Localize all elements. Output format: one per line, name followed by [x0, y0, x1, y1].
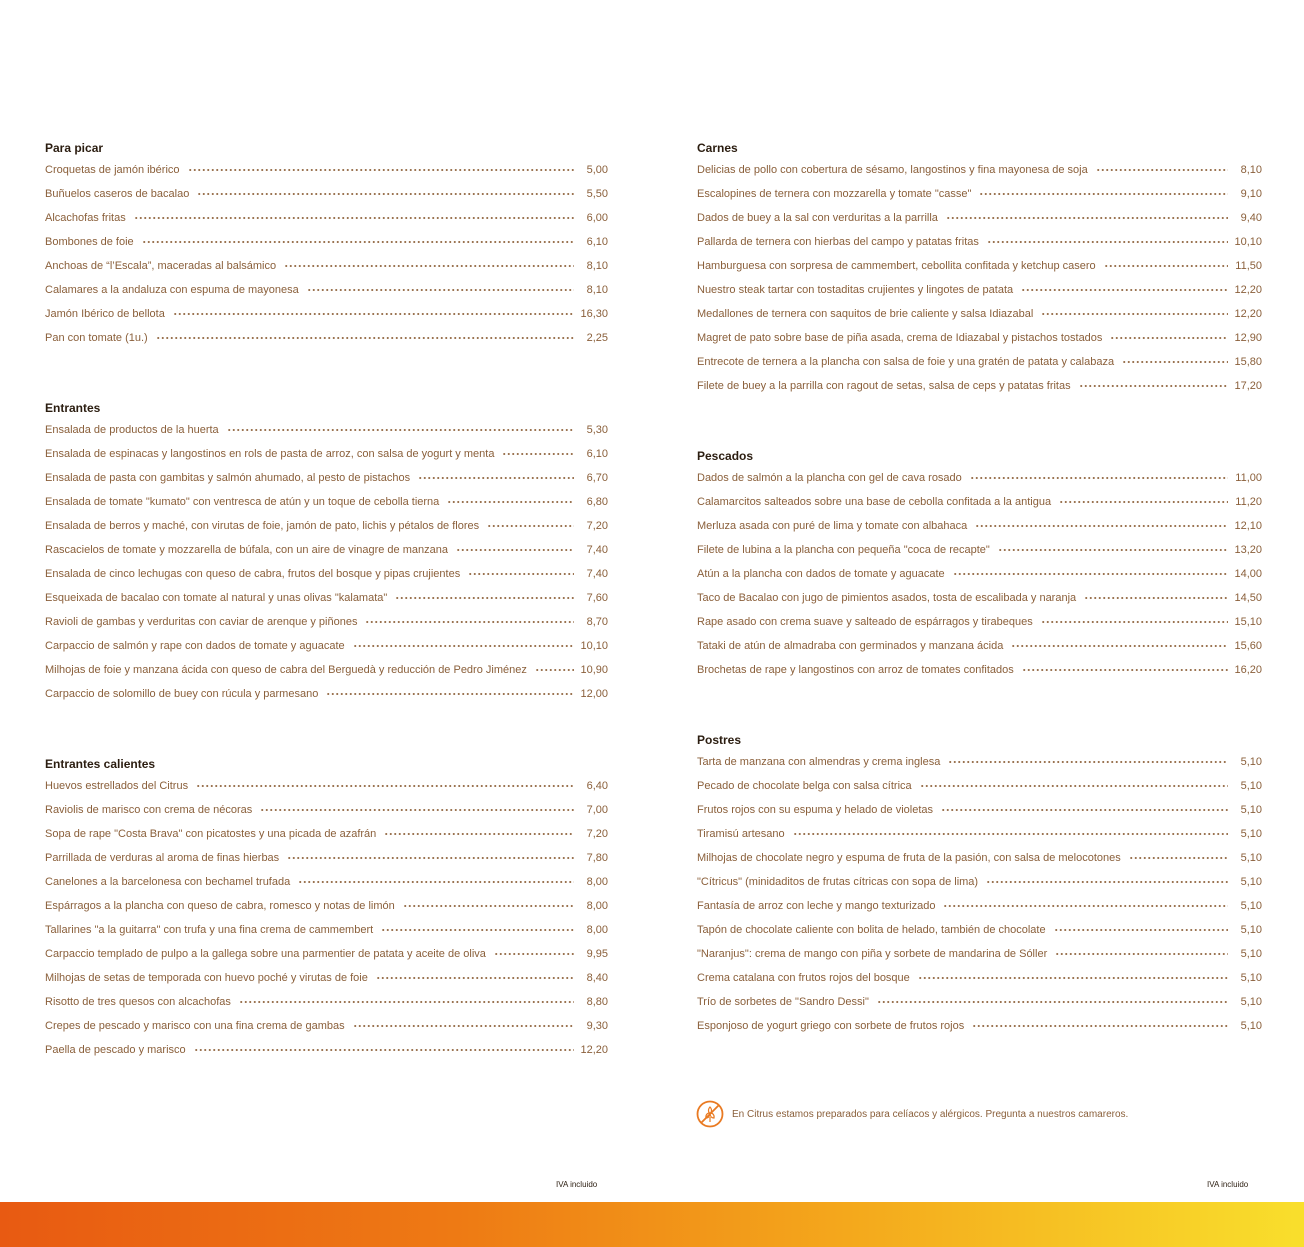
dot-leader — [1041, 309, 1228, 319]
menu-item-name: Ensalada de productos de la huerta — [45, 424, 219, 436]
menu-item — [697, 466, 1262, 490]
dot-leader — [941, 805, 1228, 815]
section-title: Carnes — [697, 141, 738, 155]
menu-item-price: 2,25 — [586, 332, 608, 344]
section-title: Pescados — [697, 449, 754, 463]
menu-item — [45, 206, 608, 230]
menu-item — [45, 1038, 608, 1062]
allergy-note — [696, 1099, 1128, 1129]
menu-item-price: 12,20 — [1234, 308, 1262, 320]
menu-item-price: 14,00 — [1234, 568, 1262, 580]
dot-leader — [535, 665, 574, 675]
menu-item-price: 7,60 — [586, 592, 608, 604]
menu-item-name: Rape asado con crema suave y salteado de espárragos y tirabeques — [697, 616, 1033, 628]
menu-item — [697, 822, 1262, 846]
menu-item-name: Bombones de foie — [45, 236, 134, 248]
menu-item-name: Pan con tomate (1u.) — [45, 332, 148, 344]
menu-item — [45, 894, 608, 918]
menu-item — [697, 750, 1262, 774]
menu-item-name: Raviolis de marisco con crema de nécoras — [45, 804, 253, 816]
menu-section-entrantes — [45, 398, 608, 706]
menu-item-name: Croquetas de jamón ibérico — [45, 164, 180, 176]
menu-item-name: "Naranjus": crema de mango con piña y sorbete de mandarina de Sóller — [697, 948, 1048, 960]
menu-item-name: Carpaccio de solomillo de buey con rúcula y parmesano — [45, 688, 319, 700]
dot-leader — [173, 309, 574, 319]
menu-item-name: Tarta de manzana con almendras y crema inglesa — [697, 756, 941, 768]
menu-item — [45, 682, 608, 706]
dot-leader — [284, 261, 574, 271]
menu-item — [45, 254, 608, 278]
menu-item — [45, 490, 608, 514]
dot-leader — [287, 853, 574, 863]
menu-item-name: Escalopines de ternera con mozzarella y tomate "casse" — [697, 188, 972, 200]
menu-item-price: 7,40 — [586, 544, 608, 556]
dot-leader — [156, 333, 574, 343]
menu-item-name: Hamburguesa con sorpresa de cammembert, cebollita confitada y ketchup casero — [697, 260, 1096, 272]
dot-leader — [384, 829, 574, 839]
menu-item — [697, 538, 1262, 562]
menu-item — [697, 326, 1262, 350]
dot-leader — [456, 545, 574, 555]
menu-item — [45, 610, 608, 634]
menu-item-name: Frutos rojos con su espuma y helado de violetas — [697, 804, 934, 816]
menu-item — [45, 634, 608, 658]
menu-item — [45, 1014, 608, 1038]
menu-item-price: 10,10 — [580, 640, 608, 652]
menu-item-price: 15,80 — [1234, 356, 1262, 368]
menu-item — [45, 278, 608, 302]
menu-item — [697, 278, 1262, 302]
menu-item — [697, 990, 1262, 1014]
menu-item-price: 10,90 — [580, 664, 608, 676]
dot-leader — [365, 617, 574, 627]
menu-item-price: 12,10 — [1234, 520, 1262, 532]
menu-item — [697, 514, 1262, 538]
dot-leader — [972, 1021, 1228, 1031]
menu-item-price: 8,00 — [586, 924, 608, 936]
menu-item-name: Calamares a la andaluza con espuma de mayonesa — [45, 284, 299, 296]
dot-leader — [494, 949, 574, 959]
dot-leader — [353, 1021, 574, 1031]
menu-item-price: 7,20 — [586, 520, 608, 532]
menu-item — [45, 418, 608, 442]
menu-item — [697, 158, 1262, 182]
menu-item-price: 5,10 — [1240, 828, 1262, 840]
dot-leader — [298, 877, 574, 887]
menu-item-price: 6,10 — [586, 448, 608, 460]
dot-leader — [376, 973, 574, 983]
menu-item-price: 6,70 — [586, 472, 608, 484]
menu-item-price: 16,20 — [1234, 664, 1262, 676]
menu-item — [697, 634, 1262, 658]
dot-leader — [1054, 925, 1228, 935]
menu-item-name: Carpaccio de salmón y rape con dados de tomate y aguacate — [45, 640, 345, 652]
dot-leader — [307, 285, 574, 295]
menu-item-price: 6,10 — [586, 236, 608, 248]
menu-item-name: Fantasía de arroz con leche y mango texturizado — [697, 900, 936, 912]
menu-item-name: Entrecote de ternera a la plancha con salsa de foie y una gratén de patata y calabaza — [697, 356, 1115, 368]
menu-item-price: 6,80 — [586, 496, 608, 508]
menu-item-name: Paella de pescado y marisco — [45, 1044, 186, 1056]
dot-leader — [953, 569, 1228, 579]
menu-item-price: 15,10 — [1234, 616, 1262, 628]
menu-item — [45, 774, 608, 798]
dot-leader — [403, 901, 574, 911]
menu-item-name: Filete de lubina a la plancha con pequeña "coca de recapte" — [697, 544, 990, 556]
menu-item — [697, 490, 1262, 514]
menu-item-price: 5,10 — [1240, 996, 1262, 1008]
menu-item — [697, 774, 1262, 798]
menu-item — [697, 846, 1262, 870]
dot-leader — [1022, 665, 1228, 675]
menu-item-price: 6,40 — [586, 780, 608, 792]
dot-leader — [326, 689, 574, 699]
dot-leader — [502, 449, 574, 459]
menu-item-name: Ensalada de cinco lechugas con queso de cabra, frutos del bosque y pipas crujientes — [45, 568, 461, 580]
dot-leader — [197, 189, 574, 199]
menu-item-price: 17,20 — [1234, 380, 1262, 392]
dot-leader — [877, 997, 1228, 1007]
menu-section-entrantes-calientes — [45, 754, 608, 1062]
menu-item-name: Filete de buey a la parrilla con ragout de setas, salsa de ceps y patatas fritas — [697, 380, 1071, 392]
menu-item — [45, 182, 608, 206]
menu-item-price: 13,20 — [1234, 544, 1262, 556]
menu-item — [45, 846, 608, 870]
menu-item — [697, 918, 1262, 942]
menu-item-price: 5,10 — [1240, 780, 1262, 792]
dot-leader — [1122, 357, 1228, 367]
menu-item-price: 11,00 — [1235, 472, 1262, 484]
menu-item — [45, 326, 608, 350]
menu-item — [45, 586, 608, 610]
menu-item-name: Ravioli de gambas y verduritas con caviar de arenque y piñones — [45, 616, 358, 628]
dot-leader — [918, 973, 1228, 983]
menu-item-price: 7,80 — [586, 852, 608, 864]
menu-item-price: 8,00 — [586, 876, 608, 888]
dot-leader — [986, 877, 1228, 887]
menu-item-price: 5,10 — [1240, 876, 1262, 888]
menu-item — [45, 942, 608, 966]
menu-item-name: Pecado de chocolate belga con salsa cítrica — [697, 780, 912, 792]
menu-item-price: 8,80 — [586, 996, 608, 1008]
menu-item — [697, 870, 1262, 894]
dot-leader — [793, 829, 1228, 839]
dot-leader — [1021, 285, 1228, 295]
menu-item-name: Brochetas de rape y langostinos con arroz de tomates confitados — [697, 664, 1014, 676]
menu-item — [45, 822, 608, 846]
dot-leader — [1041, 617, 1228, 627]
menu-item-name: Milhojas de foie y manzana ácida con queso de cabra del Berguedà y reducción de Pedro Jiménez — [45, 664, 527, 676]
menu-item-name: Milhojas de chocolate negro y espuma de fruta de la pasión, con salsa de melocotones — [697, 852, 1121, 864]
dot-leader — [1110, 333, 1228, 343]
menu-item-price: 5,50 — [586, 188, 608, 200]
section-title: Postres — [697, 733, 742, 747]
menu-item — [697, 230, 1262, 254]
menu-item-price: 5,10 — [1240, 756, 1262, 768]
dot-leader — [468, 569, 574, 579]
dot-leader — [1129, 853, 1228, 863]
menu-item — [45, 302, 608, 326]
dot-leader — [975, 521, 1228, 531]
menu-item-price: 7,00 — [586, 804, 608, 816]
dot-leader — [943, 901, 1228, 911]
dot-leader — [987, 237, 1228, 247]
menu-item — [45, 230, 608, 254]
menu-item — [45, 442, 608, 466]
dot-leader — [227, 425, 574, 435]
menu-item-price: 14,50 — [1234, 592, 1262, 604]
menu-item-name: Delicias de pollo con cobertura de sésamo, langostinos y fina mayonesa de soja — [697, 164, 1088, 176]
menu-item — [45, 798, 608, 822]
menu-item-name: Jamón Ibérico de bellota — [45, 308, 165, 320]
menu-item — [45, 870, 608, 894]
menu-item-name: Atún a la plancha con dados de tomate y aguacate — [697, 568, 945, 580]
menu-item-name: Crepes de pescado y marisco con una fina crema de gambas — [45, 1020, 345, 1032]
menu-item-price: 5,10 — [1240, 804, 1262, 816]
menu-item-price: 8,00 — [586, 900, 608, 912]
menu-item-price: 5,10 — [1240, 852, 1262, 864]
menu-item-price: 12,20 — [580, 1044, 608, 1056]
menu-item-name: "Cítricus" (minidaditos de frutas cítricas con sopa de lima) — [697, 876, 979, 888]
menu-item — [697, 610, 1262, 634]
menu-section-pescados — [697, 446, 1262, 682]
menu-item — [697, 586, 1262, 610]
menu-section-postres — [697, 730, 1262, 1038]
menu-item-name: Ensalada de espinacas y langostinos en rols de pasta de arroz, con salsa de yogurt y menta — [45, 448, 495, 460]
dot-leader — [353, 641, 574, 651]
dot-leader — [418, 473, 574, 483]
menu-item — [697, 942, 1262, 966]
dot-leader — [948, 757, 1228, 767]
dot-leader — [487, 521, 574, 531]
menu-item-name: Espárragos a la plancha con queso de cabra, romesco y notas de limón — [45, 900, 395, 912]
menu-item — [697, 350, 1262, 374]
dot-leader — [1084, 593, 1228, 603]
dot-leader — [260, 805, 574, 815]
menu-item-price: 10,10 — [1234, 236, 1262, 248]
menu-item-price: 11,20 — [1235, 496, 1262, 508]
menu-item-name: Huevos estrellados del Citrus — [45, 780, 189, 792]
menu-item — [697, 894, 1262, 918]
menu-item-name: Canelones a la barcelonesa con bechamel trufada — [45, 876, 291, 888]
menu-item-name: Tallarines "a la guitarra" con trufa y una fina crema de cammembert — [45, 924, 374, 936]
menu-item-name: Trío de sorbetes de "Sandro Dessi" — [697, 996, 869, 1008]
iva-note-right: IVA incluido — [1207, 1180, 1249, 1189]
menu-item-name: Buñuelos caseros de bacalao — [45, 188, 190, 200]
menu-item-name: Crema catalana con frutos rojos del bosque — [697, 972, 910, 984]
menu-item — [45, 658, 608, 682]
menu-item — [45, 514, 608, 538]
dot-leader — [920, 781, 1228, 791]
menu-item-name: Ensalada de berros y maché, con virutas de foie, jamón de pato, lichis y pétalos de flores — [45, 520, 480, 532]
menu-right-column — [697, 138, 1262, 1038]
dot-leader — [946, 213, 1228, 223]
menu-item-price: 8,10 — [586, 260, 608, 272]
menu-item — [697, 658, 1262, 682]
menu-item-price: 12,20 — [1234, 284, 1262, 296]
allergy-note-text: En Citrus estamos preparados para celíacos y alérgicos. Pregunta a nuestros camareros. — [732, 1108, 1129, 1120]
menu-item — [45, 538, 608, 562]
menu-item-price: 6,00 — [586, 212, 608, 224]
menu-item-name: Milhojas de setas de temporada con huevo poché y virutas de foie — [45, 972, 368, 984]
dot-leader — [1104, 261, 1228, 271]
menu-item-name: Rascacielos de tomate y mozzarella de búfala, con un aire de vinagre de manzana — [45, 544, 448, 556]
menu-item-price: 12,00 — [580, 688, 608, 700]
menu-item-name: Parrillada de verduras al aroma de finas hierbas — [45, 852, 280, 864]
menu-item-price: 8,40 — [586, 972, 608, 984]
menu-item — [45, 562, 608, 586]
no-gluten-icon — [696, 1100, 724, 1128]
menu-item — [697, 562, 1262, 586]
menu-item-name: Ensalada de tomate "kumato" con ventresca de atún y un toque de cebolla tierna — [45, 496, 440, 508]
gradient-footer-bar — [0, 1202, 1304, 1247]
menu-item-name: Magret de pato sobre base de piña asada, crema de Idiazabal y pistachos tostados — [697, 332, 1103, 344]
dot-leader — [142, 237, 574, 247]
menu-section-para-picar — [45, 138, 608, 350]
menu-item-price: 8,10 — [586, 284, 608, 296]
menu-item-name: Tiramisú artesano — [697, 828, 785, 840]
menu-item — [697, 254, 1262, 278]
menu-item — [45, 466, 608, 490]
menu-item — [45, 918, 608, 942]
menu-item-name: Esponjoso de yogurt griego con sorbete de frutos rojos — [697, 1020, 965, 1032]
menu-item-price: 12,90 — [1234, 332, 1262, 344]
dot-leader — [196, 781, 574, 791]
dot-leader — [447, 497, 574, 507]
dot-leader — [1059, 497, 1228, 507]
menu-item-name: Sopa de rape "Costa Brava" con picatostes y una picada de azafrán — [45, 828, 377, 840]
menu-item-price: 8,70 — [586, 616, 608, 628]
menu-item-price: 9,95 — [586, 948, 608, 960]
dot-leader — [381, 925, 574, 935]
menu-item — [45, 966, 608, 990]
menu-item-price: 7,40 — [586, 568, 608, 580]
menu-item-price: 16,30 — [580, 308, 608, 320]
dot-leader — [188, 165, 574, 175]
menu-item-name: Nuestro steak tartar con tostaditas crujientes y lingotes de patata — [697, 284, 1014, 296]
menu-item-price: 5,10 — [1240, 1020, 1262, 1032]
menu-left-column — [45, 138, 608, 1062]
menu-item-price: 5,10 — [1240, 948, 1262, 960]
menu-item-name: Alcachofas fritas — [45, 212, 126, 224]
menu-item-name: Dados de buey a la sal con verduritas a la parrilla — [697, 212, 938, 224]
menu-item-price: 15,60 — [1234, 640, 1262, 652]
menu-item-price: 11,50 — [1235, 260, 1262, 272]
dot-leader — [1079, 381, 1228, 391]
iva-note-left: IVA incluido — [556, 1180, 598, 1189]
menu-item-name: Ensalada de pasta con gambitas y salmón ahumado, al pesto de pistachos — [45, 472, 411, 484]
dot-leader — [395, 593, 574, 603]
menu-item-name: Carpaccio templado de pulpo a la gallega sobre una parmentier de patata y aceite de oliva — [45, 948, 486, 960]
menu-item-name: Risotto de tres quesos con alcachofas — [45, 996, 231, 1008]
menu-item-name: Medallones de ternera con saquitos de brie caliente y salsa Idiazabal — [697, 308, 1034, 320]
menu-item — [697, 206, 1262, 230]
menu-item — [697, 182, 1262, 206]
menu-item — [45, 158, 608, 182]
menu-item-name: Pallarda de ternera con hierbas del campo y patatas fritas — [697, 236, 979, 248]
menu-item — [697, 374, 1262, 398]
menu-item-name: Taco de Bacalao con jugo de pimientos asados, tosta de escalibada y naranja — [697, 592, 1077, 604]
dot-leader — [194, 1045, 574, 1055]
dot-leader — [1096, 165, 1228, 175]
menu-section-carnes — [697, 138, 1262, 398]
menu-item-price: 8,10 — [1240, 164, 1262, 176]
menu-item-price: 9,10 — [1240, 188, 1262, 200]
menu-item-name: Tataki de atún de almadraba con germinados y manzana ácida — [697, 640, 1004, 652]
menu-item-name: Tapón de chocolate caliente con bolita de helado, también de chocolate — [697, 924, 1046, 936]
dot-leader — [239, 997, 574, 1007]
section-title: Para picar — [45, 141, 104, 155]
menu-item-price: 5,10 — [1240, 924, 1262, 936]
dot-leader — [970, 473, 1228, 483]
dot-leader — [1055, 949, 1228, 959]
dot-leader — [979, 189, 1228, 199]
menu-item-name: Merluza asada con puré de lima y tomate con albahaca — [697, 520, 968, 532]
menu-item — [697, 966, 1262, 990]
menu-item — [697, 1014, 1262, 1038]
menu-item — [45, 990, 608, 1014]
menu-item-name: Dados de salmón a la plancha con gel de cava rosado — [697, 472, 962, 484]
dot-leader — [998, 545, 1228, 555]
section-title: Entrantes — [45, 401, 101, 415]
menu-item — [697, 302, 1262, 326]
menu-item-price: 9,40 — [1240, 212, 1262, 224]
menu-item-price: 7,20 — [586, 828, 608, 840]
menu-item — [697, 798, 1262, 822]
menu-item-price: 9,30 — [586, 1020, 608, 1032]
menu-item-price: 5,00 — [586, 164, 608, 176]
menu-item-name: Anchoas de “l’Escala”, maceradas al balsámico — [45, 260, 277, 272]
menu-item-price: 5,10 — [1240, 900, 1262, 912]
menu-item-price: 5,30 — [586, 424, 608, 436]
menu-item-price: 5,10 — [1240, 972, 1262, 984]
menu-item-name: Calamarcitos salteados sobre una base de cebolla confitada a la antigua — [697, 496, 1052, 508]
dot-leader — [134, 213, 574, 223]
menu-item-name: Esqueixada de bacalao con tomate al natural y unas olivas "kalamata" — [45, 592, 388, 604]
section-title: Entrantes calientes — [45, 757, 156, 771]
dot-leader — [1011, 641, 1228, 651]
